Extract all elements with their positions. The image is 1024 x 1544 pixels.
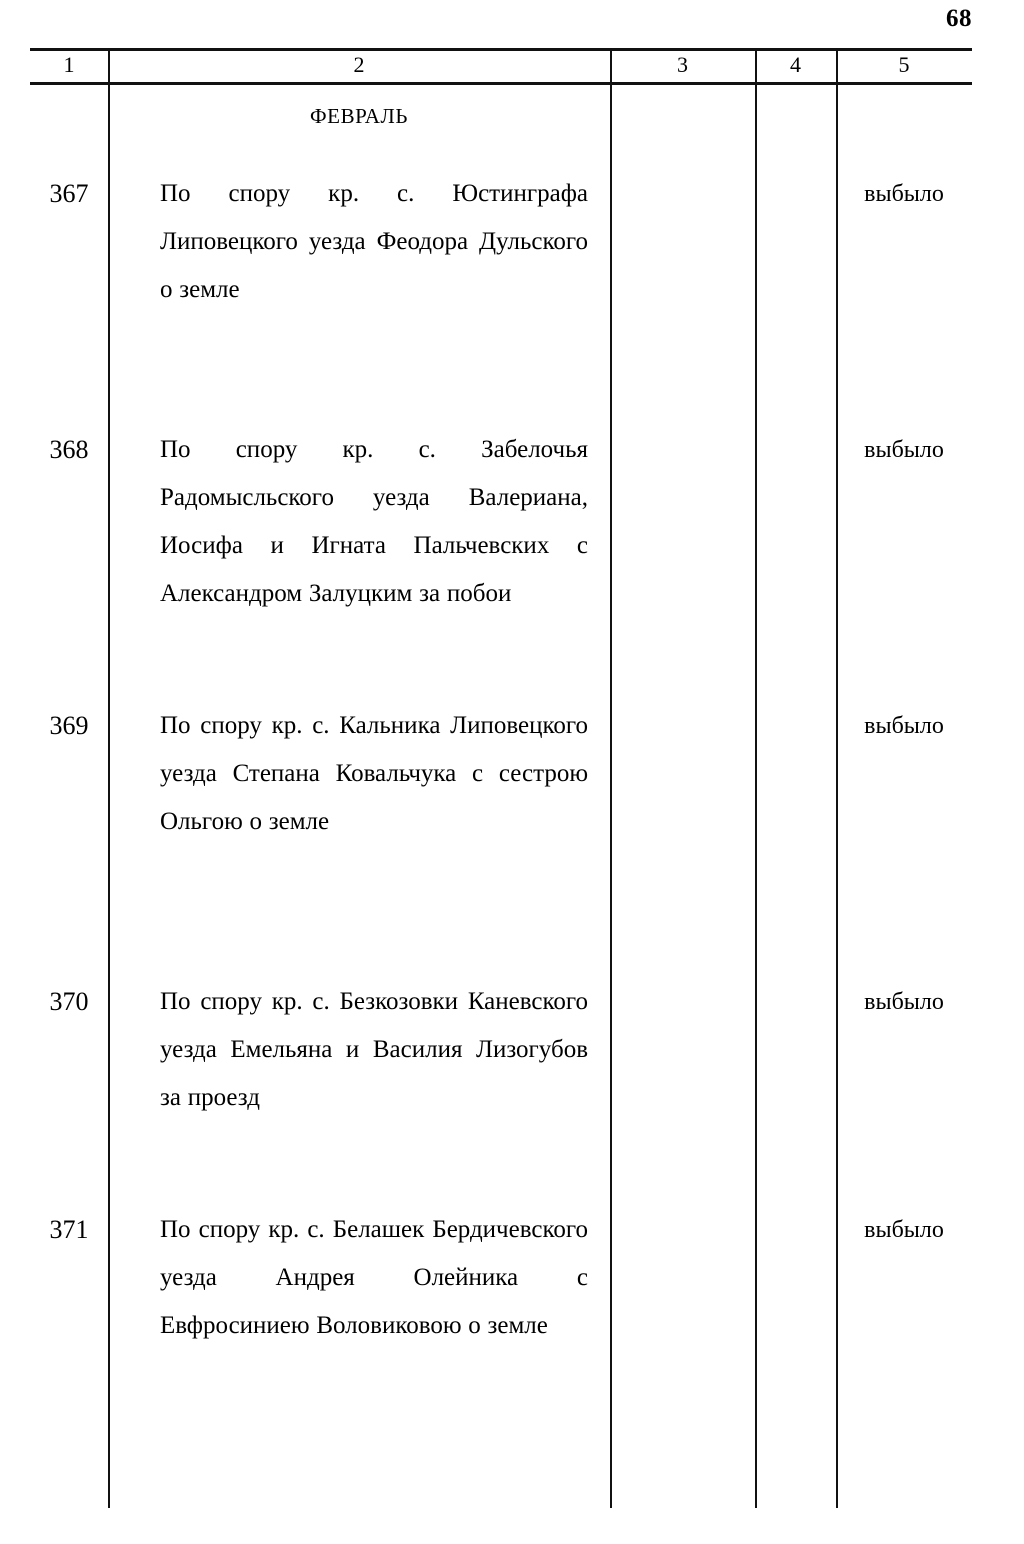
case-description: По спору кр. с. Кальника Липовецкого уезда Степана Ковальчука с сестрою Ольгою о земле [160, 712, 588, 835]
register-table [30, 48, 972, 1508]
row-number: 369 [49, 711, 89, 740]
table-row [30, 1206, 972, 1398]
row-status-value: выбыло [864, 989, 944, 1015]
row-status-value: выбыло [864, 1217, 944, 1243]
table-row [30, 426, 972, 618]
case-description: По спору кр. с. Забелочья Радомысльского уезда Валериана, Иосифа и Игната Пальчевских с Александром Залуцким за побои [160, 436, 588, 607]
case-description: По спору кр. с. Безкозовки Каневского уезда Емельяна и Василия Лизогубов за проезд [160, 988, 588, 1111]
column-header-5: 5 [898, 52, 910, 77]
row-status-value: выбыло [864, 713, 944, 739]
table-column-header-row [30, 48, 972, 82]
case-description: По спору кр. с. Юстинграфа Липовецкого уезда Феодора Дульского о земле [160, 180, 588, 303]
section-caption-month: ФЕВРАЛЬ [309, 104, 409, 128]
column-header-1: 1 [63, 52, 75, 77]
case-description: По спору кр. с. Белашек Бердичевского уезда Андрея Олейника с Евфросиниею Воловиковою о земле [160, 1216, 588, 1339]
column-header-2: 2 [353, 52, 365, 77]
row-number: 371 [49, 1215, 89, 1244]
column-header-4: 4 [790, 52, 801, 77]
row-number: 370 [49, 987, 89, 1016]
table-row [30, 170, 972, 314]
table-row [30, 702, 972, 894]
row-status-value: выбыло [864, 437, 944, 463]
column-header-3: 3 [677, 52, 688, 77]
row-number: 367 [49, 179, 89, 208]
row-status-value: выбыло [864, 181, 944, 207]
table-header-rule [30, 82, 972, 85]
table-row [30, 978, 972, 1122]
page-number: 68 [946, 5, 972, 32]
row-number: 368 [49, 435, 89, 464]
